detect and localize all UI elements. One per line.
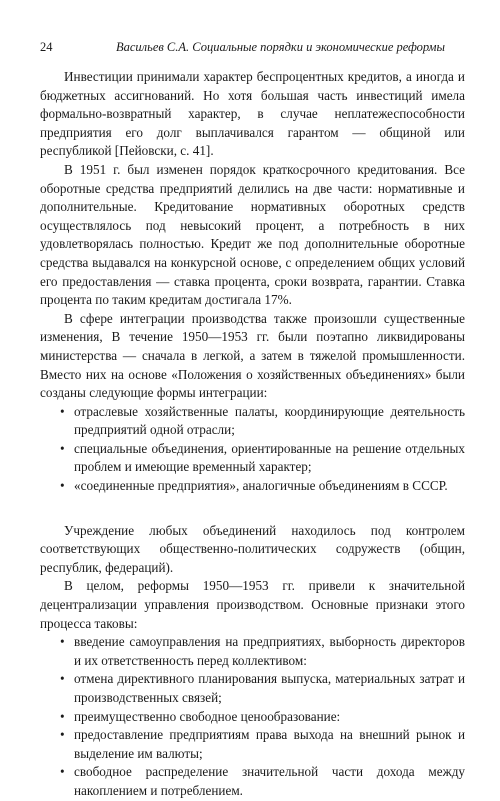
paragraph: В 1951 г. был изменен порядок краткосрочного кредитования. Все оборотные средства предприятий делились на две части: нормативные и дополнительные. Кредитование нормативных оборотных средств осуществлялось под невысокий процент, а потребность в них удовлетворялась полностью. Кредит же под дополнительные оборотные средства выдавался на конкурсной основе, с определением общих условий его предоставления — ставка процента, сроки возврата, гарантии. Ставка процента по таким кредитам достигала 17%. (40, 161, 465, 308)
list-item (40, 670, 465, 707)
running-title: Васильев С.А. Социальные порядки и экономические реформы (116, 40, 446, 54)
integration-forms-list (40, 403, 465, 496)
list-item (40, 726, 465, 763)
bullet-icon: • (60, 708, 65, 724)
paragraph: Учреждение любых объединений находилось под контролем соответствующих общественно-политических содружеств (общин, республик, федераций). (40, 522, 465, 575)
section-gap (40, 496, 465, 522)
list-item-text: преимущественно свободное ценообразование: (74, 708, 341, 724)
page-body (40, 68, 465, 801)
list-item-text: введение самоуправления на предприятиях, выборность директоров и их ответственность перед коллективом: (74, 634, 465, 668)
paragraph: Инвестиции принимали характер беспроцентных кредитов, а иногда и бюджетных ассигнований. Но хотя большая часть инвестиций имела формально-возвратный характер, в случае неплатежеспособности предприятия его долг выплачивался гарантом — общиной или республикой [Пейовски, с. 41]. (40, 69, 465, 159)
bullet-icon: • (60, 671, 65, 687)
list-item (40, 440, 465, 477)
paragraph: В целом, реформы 1950—1953 гг. привели к значительной децентрализации управления производством. Основные признаки этого процесса таковы: (40, 578, 465, 631)
list-item (40, 477, 465, 496)
page-number: 24 (40, 40, 53, 54)
list-item-text: предоставление предприятиям права выхода на внешний рынок и выделение им валюты; (74, 727, 465, 761)
paragraph: В сфере интеграции производства также произошли существенные изменения, В течение 1950—1953 гг. были поэтапно ликвидированы министерства — сначала в легкой, а затем в тяжелой промышленности. Вместо них на основе «Положения о хозяйственных объединениях» были созданы следующие формы интеграции: (40, 310, 465, 401)
list-item-text: отмена директивного планирования выпуска, материальных затрат и производственных связей; (74, 671, 465, 705)
list-item (40, 633, 465, 670)
bullet-icon: • (60, 764, 65, 780)
bullet-icon: • (60, 440, 65, 456)
list-item (40, 708, 465, 727)
list-item-text: свободное распределение значительной части дохода между накоплением и потреблением. (74, 764, 465, 798)
bullet-icon: • (60, 403, 65, 419)
list-item-text: «соединенные предприятия», аналогичные объединениям в СССР. (74, 478, 448, 494)
list-item-text: специальные объединения, ориентированные на решение отдельных проблем и имеющие временный характер; (74, 440, 465, 475)
page-header (40, 40, 465, 60)
list-item (40, 763, 465, 800)
bullet-icon: • (60, 634, 65, 650)
decentralization-signs-list (40, 633, 465, 800)
list-item-text: отраслевые хозяйственные палаты, координирующие деятельность предприятий одной отрасли; (74, 403, 465, 438)
bullet-icon: • (60, 478, 65, 494)
list-item (40, 403, 465, 440)
bullet-icon: • (60, 727, 65, 743)
